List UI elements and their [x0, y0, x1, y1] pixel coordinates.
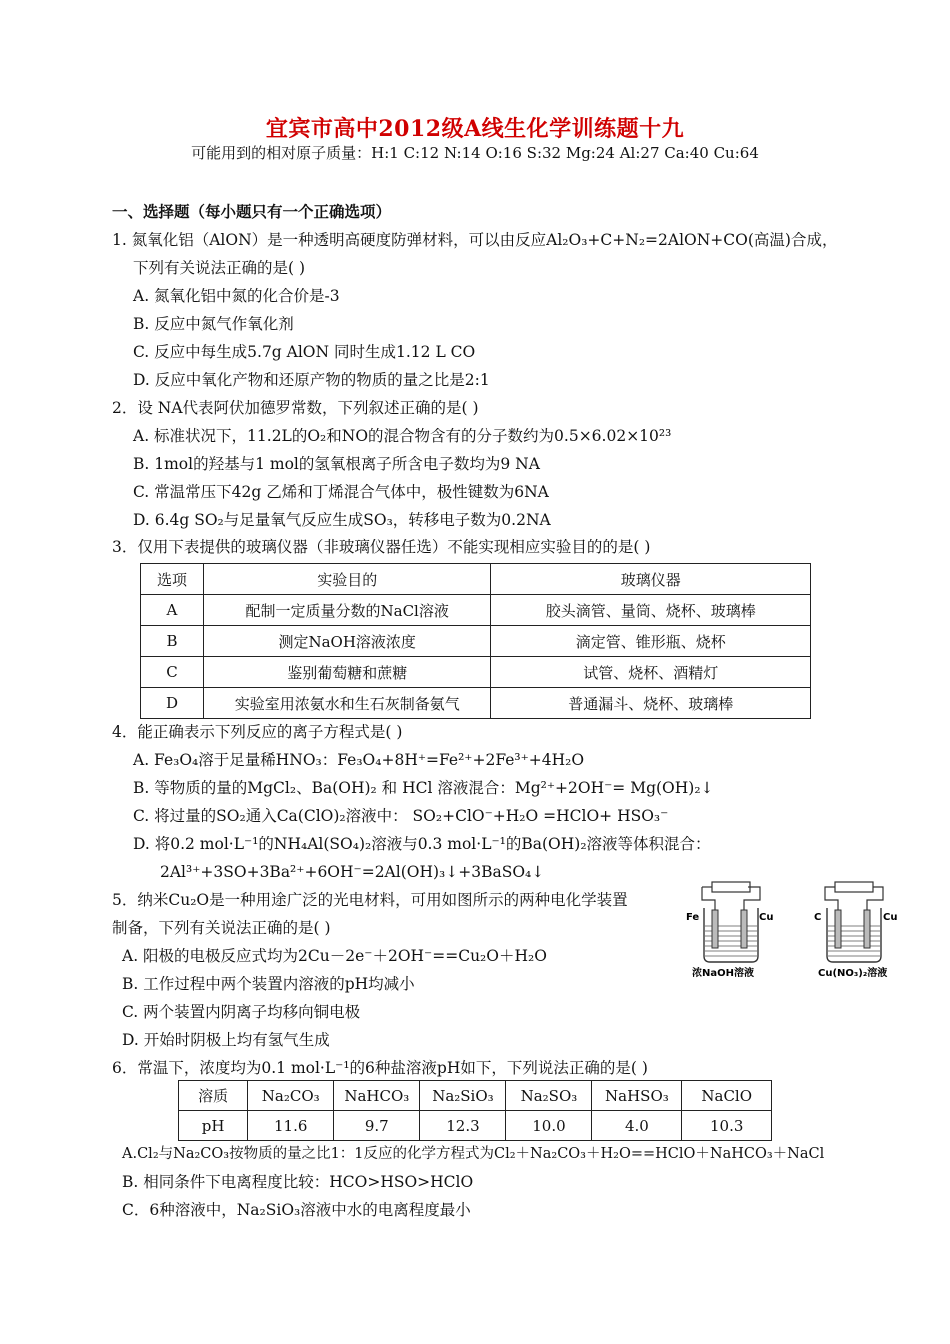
left-solution-label: 浓NaOH溶液: [692, 968, 754, 978]
q4-stem: 4．能正确表示下列反应的离子方程式是( ): [112, 723, 403, 741]
table-header-cell: 溶质: [179, 1081, 248, 1111]
right-electrode-a-label: C: [814, 912, 822, 923]
table-row: [141, 688, 811, 719]
table-cell: 10.3: [682, 1111, 772, 1141]
q5-option-a: A. 阳极的电极反应式均为2Cu－2e⁻＋2OH⁻==Cu₂O＋H₂O: [122, 947, 547, 965]
q5-option-c: C. 两个装置内阴离子均移向铜电极: [122, 1003, 361, 1021]
q4-option-a: A. Fe₃O₄溶于足量稀HNO₃：Fe₃O₄+8H⁺=Fe²⁺+2Fe³⁺+4H₂O: [133, 751, 585, 769]
q2-option-d: D. 6.4g SO₂与足量氧气反应生成SO₃，转移电子数为0.2NA: [133, 511, 551, 529]
table-cell: 普通漏斗、烧杯、玻璃棒: [491, 688, 811, 719]
left-electrode-cu: [741, 910, 747, 948]
right-solution-label: Cu(NO₃)₂溶液: [818, 968, 888, 978]
electrolysis-cells-diagram: [680, 878, 910, 978]
q6-table: [178, 1080, 772, 1141]
q1-option-a: A. 氮氧化铝中氮的化合价是-3: [133, 287, 340, 305]
left-electrode-a-label: Fe: [686, 912, 700, 923]
q4-option-b: B. 等物质的量的MgCl₂、Ba(OH)₂ 和 HCl 溶液混合：Mg²⁺+2OH⁻= Mg(OH)₂↓: [133, 779, 714, 797]
q1-stem-cont: 下列有关说法正确的是( ): [133, 259, 306, 277]
right-electrode-cu: [864, 910, 870, 948]
left-electrode-fe: [712, 910, 718, 948]
table-cell: A: [141, 595, 204, 626]
q6-option-a: A.Cl₂与Na₂CO₃按物质的量之比1：1反应的化学方程式为Cl₂＋Na₂CO₃＋H₂O==HClO＋NaHCO₃＋NaCl: [122, 1146, 825, 1162]
table-cell: 4.0: [592, 1111, 682, 1141]
table-header-cell: Na₂SO₃: [506, 1081, 592, 1111]
table-header-cell: 玻璃仪器: [491, 564, 811, 595]
table-cell: 配制一定质量分数的NaCl溶液: [203, 595, 491, 626]
table-row: [141, 595, 811, 626]
q1-option-c: C. 反应中每生成5.7g AlON 同时生成1.12 L CO: [133, 343, 476, 361]
left-electrode-b-label: Cu: [759, 912, 774, 923]
q5-stem: 5．纳米Cu₂O是一种用途广泛的光电材料，可用如图所示的两种电化学装置: [112, 891, 628, 909]
table-cell: 鉴别葡萄糖和蔗糖: [203, 657, 491, 688]
table-cell: 10.0: [506, 1111, 592, 1141]
table-header-cell: 实验目的: [203, 564, 491, 595]
q6-option-b: B. 相同条件下电离程度比较：HCO>HSO>HClO: [122, 1173, 474, 1191]
section-heading: 一、选择题（每小题只有一个正确选项）: [112, 202, 392, 221]
q2-option-c: C. 常温常压下42g 乙烯和丁烯混合气体中，极性键数为6NA: [133, 483, 549, 501]
q3-stem: 3．仅用下表提供的玻璃仪器（非玻璃仪器任选）不能实现相应实验目的的是( ): [112, 538, 651, 556]
table-cell: 11.6: [248, 1111, 334, 1141]
table-row: [179, 1111, 772, 1141]
right-electrode-b-label: Cu: [883, 912, 898, 923]
table-header-cell: NaHSO₃: [592, 1081, 682, 1111]
table-header-cell: NaClO: [682, 1081, 772, 1111]
table-header-cell: Na₂CO₃: [248, 1081, 334, 1111]
page-title: 宜宾市高中2012级A线生化学训练题十九: [265, 116, 685, 142]
q4-option-d-equation: 2Al³⁺+3SO+3Ba²⁺+6OH⁻=2Al(OH)₃↓+3BaSO₄↓: [160, 863, 545, 881]
table-cell: pH: [179, 1111, 248, 1141]
table-row: [141, 626, 811, 657]
q1-option-b: B. 反应中氮气作氧化剂: [133, 315, 294, 333]
q4-option-d: D. 将0.2 mol·L⁻¹的NH₄Al(SO₄)₂溶液与0.3 mol·L⁻¹的Ba(OH)₂溶液等体积混合：: [133, 835, 711, 853]
q1-stem: 1. 氮氧化铝（AlON）是一种透明高硬度防弹材料，可以由反应Al₂O₃+C+N₂=2AlON+CO(高温)合成，: [112, 231, 838, 249]
q5-option-d: D. 开始时阴极上均有氢气生成: [122, 1031, 330, 1049]
right-cell: [814, 882, 897, 978]
electrochemistry-figure: [680, 878, 910, 978]
right-power-source: [835, 882, 873, 892]
q2-option-a: A. 标准状况下，11.2L的O₂和NO的混合物含有的分子数约为0.5×6.02×10²³: [133, 427, 672, 445]
table-cell: D: [141, 688, 204, 719]
q4-option-c: C. 将过量的SO₂通入Ca(ClO)₂溶液中： SO₂+ClO⁻+H₂O =HClO+ HSO₃⁻: [133, 807, 669, 825]
table-cell: 滴定管、锥形瓶、烧杯: [491, 626, 811, 657]
table-cell: C: [141, 657, 204, 688]
table-cell: 胶头滴管、量筒、烧杯、玻璃棒: [491, 595, 811, 626]
q3-table: [140, 563, 811, 719]
table-cell: B: [141, 626, 204, 657]
q2-option-b: B. 1mol的羟基与1 mol的氢氧根离子所含电子数均为9 NA: [133, 455, 540, 473]
q5-stem-cont: 制备，下列有关说法正确的是( ): [112, 919, 331, 937]
table-row: [141, 657, 811, 688]
q1-option-d: D. 反应中氧化产物和还原产物的物质的量之比是2:1: [133, 371, 490, 389]
atomic-masses: 可能用到的相对原子质量：H:1 C:12 N:14 O:16 S:32 Mg:24 Al:27 Ca:40 Cu:64: [191, 144, 759, 162]
table-cell: 试管、烧杯、酒精灯: [491, 657, 811, 688]
left-power-source: [712, 882, 750, 892]
table-cell: 测定NaOH溶液浓度: [203, 626, 491, 657]
table-header-cell: Na₂SiO₃: [420, 1081, 506, 1111]
left-cell: [686, 882, 773, 978]
table-cell: 12.3: [420, 1111, 506, 1141]
table-header-cell: NaHCO₃: [334, 1081, 420, 1111]
q5-option-b: B. 工作过程中两个装置内溶液的pH均减小: [122, 975, 415, 993]
right-electrode-c: [835, 910, 841, 948]
table-header-row: [141, 564, 811, 595]
table-header-cell: 选项: [141, 564, 204, 595]
table-row: [179, 1081, 772, 1111]
q6-stem: 6．常温下，浓度均为0.1 mol·L⁻¹的6种盐溶液pH如下，下列说法正确的是( ): [112, 1059, 648, 1077]
q6-option-c: C．6种溶液中，Na₂SiO₃溶液中水的电离程度最小: [122, 1201, 471, 1219]
q2-stem: 2．设 NA代表阿伏加德罗常数，下列叙述正确的是( ): [112, 399, 479, 417]
table-cell: 9.7: [334, 1111, 420, 1141]
table-cell: 实验室用浓氨水和生石灰制备氨气: [203, 688, 491, 719]
